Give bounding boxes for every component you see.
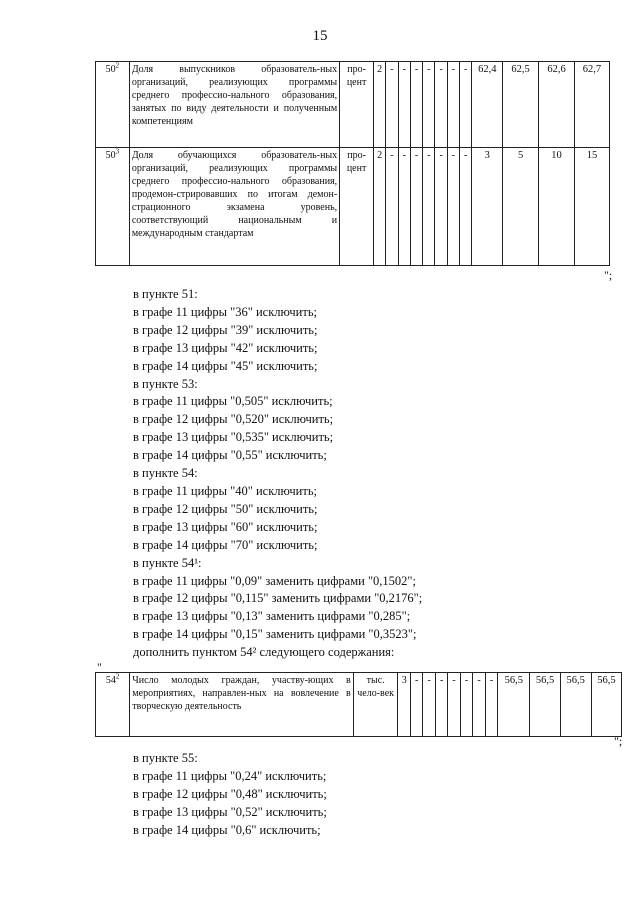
amendment-line: в графе 11 цифры "36" исключить; [133,304,317,319]
table-cell: - [473,673,485,737]
value-cell: 5 [503,148,539,266]
indicator-name: Доля обучающихся образователь-ных организаций, реализующих программы среднего профессио-нального образования, продемон-стрировавших по итогам демон-страционного экзамена уровень, соответствующий национальным и международным стандартам [129,148,339,266]
closing-quote: "; [614,734,623,748]
table-cell: - [460,148,472,266]
amendment-line: в графе 13 цифры "0,52" исключить; [133,804,327,819]
unit-cell: про-цент [340,62,374,148]
amendment-line: в графе 14 цифры "0,55" исключить; [133,448,327,463]
indicator-name: Доля выпускников образователь-ных организаций, реализующих программы среднего профессио-нального образования, занятых по виду деятельности и полученным компетенциям [129,62,339,148]
table-cell: - [398,148,410,266]
amendment-line: в графе 12 цифры "39" исключить; [133,322,318,337]
table-cell: - [423,673,435,737]
value-cell: 62,5 [503,62,539,148]
unit-cell: тыс. чело-век [353,673,398,737]
table-cell: - [460,62,472,148]
value-cell: 56,5 [498,673,530,737]
table-cell: - [386,62,398,148]
value-cell: 10 [539,148,575,266]
table-cell: - [435,62,447,148]
amendment-line: в графе 14 цифры "70" исключить; [133,537,318,552]
value-cell: 15 [574,148,609,266]
table-row [96,673,622,737]
value-cell: 56,5 [560,673,591,737]
table-cell: - [435,148,447,266]
table-cell: - [448,673,460,737]
amendment-list-1 [133,286,422,662]
amendment-line: в графе 12 цифры "0,48" исключить; [133,786,327,801]
amendment-line: в графе 12 цифры "0,520" исключить; [133,412,334,427]
table-cell: - [410,148,422,266]
amendment-line: в графе 14 цифры "45" исключить; [133,358,318,373]
amendment-line: в графе 13 цифры "0,13" заменить цифрами "0,285"; [133,609,411,624]
table-cell: 2 [374,148,386,266]
value-cell: 62,7 [574,62,609,148]
table-cell: - [447,148,459,266]
amendment-line: в пункте 54¹: [133,555,202,570]
amendment-line: в графе 13 цифры "60" исключить; [133,519,318,534]
table-cell: 2 [374,62,386,148]
closing-quote: "; [604,268,613,282]
indicators-table-2 [95,672,622,737]
row-number: $54^2$ [96,673,130,737]
amendment-line: в пункте 54: [133,466,198,481]
page-number: 15 [312,28,328,44]
table-cell: - [435,673,447,737]
value-cell: 62,4 [472,62,503,148]
amendment-line: в графе 11 цифры "0,505" исключить; [133,394,333,409]
table-cell: - [410,673,422,737]
amendment-line: в графе 13 цифры "0,535" исключить; [133,430,334,445]
amendment-list-2 [133,750,327,840]
indicator-name: Число молодых граждан, участву-ющих в мероприятиях, направлен-ных на вовлечение в творческую деятельность [130,673,353,737]
amendment-line: в графе 12 цифры "0,115" заменить цифрами "0,2176"; [133,591,423,606]
table-cell: - [398,62,410,148]
amendment-line: в графе 11 цифры "0,09" заменить цифрами "0,1502"; [133,573,417,588]
amendment-line: в графе 11 цифры "40" исключить; [133,483,317,498]
table-cell: - [410,62,422,148]
amendment-line: дополнить пунктом 54² следующего содержания: [133,645,395,660]
row-number: $50^2$ [96,62,130,148]
value-cell: 3 [472,148,503,266]
amendment-line: в пункте 51: [133,287,198,301]
table-cell: - [423,62,435,148]
table-row [96,62,610,148]
value-cell: 62,6 [539,62,575,148]
table-cell: - [386,148,398,266]
amendment-line: в графе 11 цифры "0,24" исключить; [133,768,327,783]
amendment-line: в графе 13 цифры "42" исключить; [133,340,318,355]
indicators-table-1 [95,61,610,266]
table-row [96,148,610,266]
amendment-line: в пункте 53: [133,376,198,391]
value-cell: 56,5 [591,673,621,737]
value-cell: 56,5 [530,673,560,737]
amendment-line: в пункте 55: [133,751,198,765]
table-cell: - [423,148,435,266]
amendment-line: в графе 14 цифры "0,6" исключить; [133,822,321,837]
row-number: $50^3$ [96,148,130,266]
table-cell: 3 [398,673,410,737]
amendment-line: в графе 12 цифры "50" исключить; [133,501,318,516]
table-cell: - [460,673,472,737]
table-cell: - [485,673,497,737]
amendment-line: в графе 14 цифры "0,15" заменить цифрами "0,3523"; [133,627,417,642]
opening-quote: " [97,660,102,674]
unit-cell: про-цент [340,148,374,266]
table-cell: - [447,62,459,148]
